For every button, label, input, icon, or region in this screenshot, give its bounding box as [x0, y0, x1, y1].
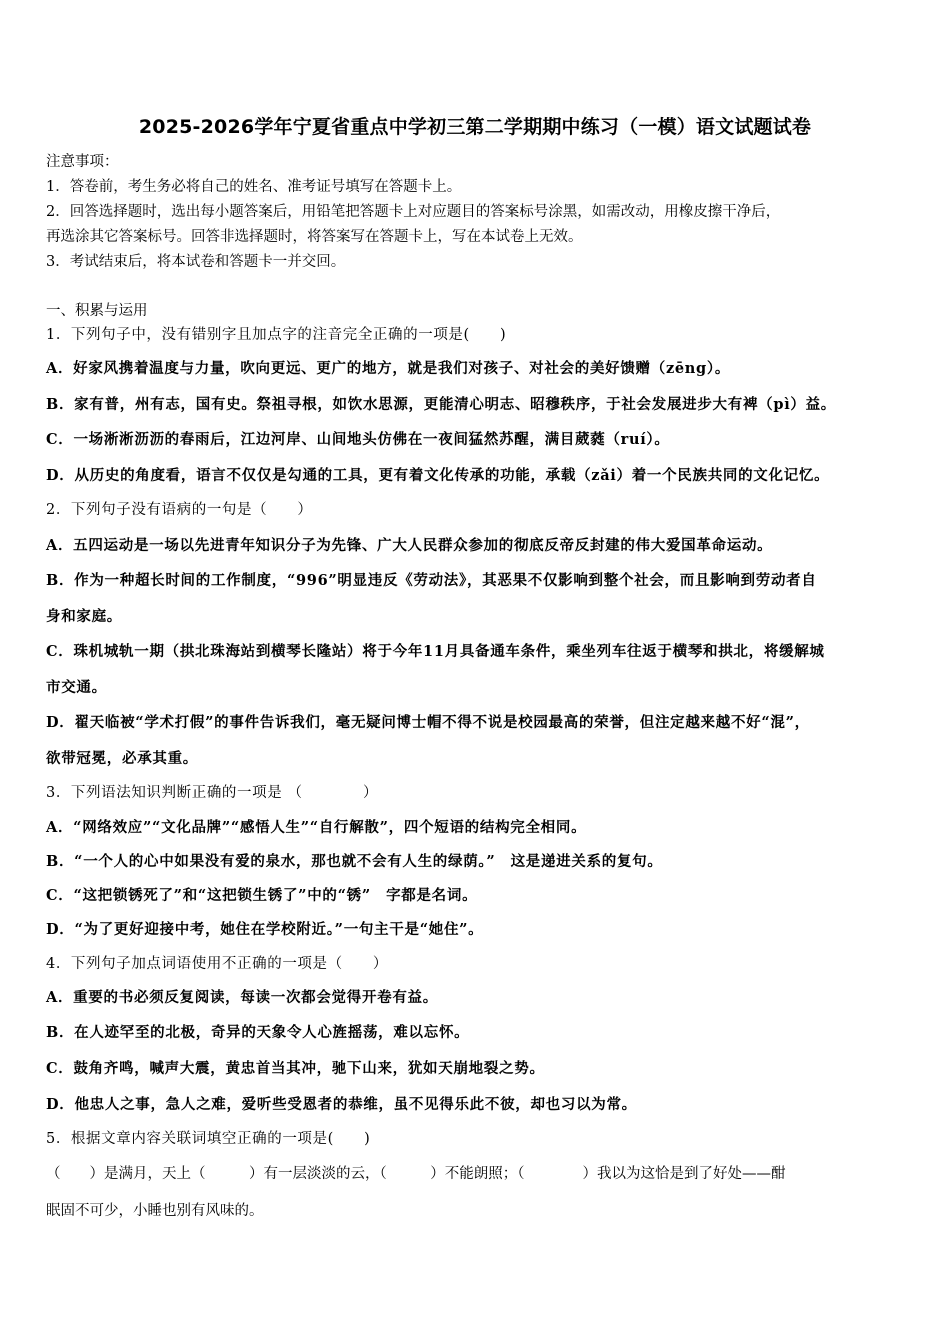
q2-option-d: D．翟天临被“学术打假”的事件告诉我们，毫无疑问博士帽不得不说是校园最高的荣誉，但注定越来越不好“混”，: [46, 714, 810, 731]
q2-stem: 2．下列句子没有语病的一句是（ ）: [46, 502, 313, 518]
q2-option-c: C．珠机城轨一期（拱北珠海站到横琴长隆站）将于今年11月具备通车条件，乘坐列车往返于横琴和拱北，将缓解城: [46, 643, 825, 660]
q1-option-a: A．好家风携着温度与力量，吹向更远、更广的地方，就是我们对孩子、对社会的美好馈赠（zēng）。: [46, 360, 731, 377]
notice-item-1: 1．答卷前，考生务必将自己的姓名、准考证号填写在答题卡上。: [46, 179, 462, 195]
notice-item-2-cont: 再选涂其它答案标号。回答非选择题时，将答案写在答题卡上，写在本试卷上无效。: [46, 229, 583, 245]
q2-option-c-cont: 市交通。: [46, 679, 107, 696]
q5-stem: 5．根据文章内容关联词填空正确的一项是( ): [46, 1131, 371, 1147]
q1-option-c: C．一场淅淅沥沥的春雨后，江边河岸、山间地头仿佛在一夜间猛然苏醒，满目葳蕤（ruí）。: [46, 431, 670, 448]
q5-passage-cont: 眠固不可少，小睡也别有风味的。: [46, 1203, 264, 1219]
q4-option-a: A．重要的书必须反复阅读，每读一次都会觉得开卷有益。: [46, 989, 438, 1006]
q1-stem: 1．下列句子中，没有错别字且加点字的注音完全正确的一项是( ): [46, 327, 507, 343]
notice-item-3: 3．考试结束后，将本试卷和答题卡一并交回。: [46, 254, 346, 270]
q3-option-c: C．“这把锁锈死了”和“这把锁生锈了”中的“锈” 字都是名词。: [46, 887, 478, 904]
notice-item-2: 2．回答选择题时，选出每小题答案后，用铅笔把答题卡上对应题目的答案标号涂黑，如需改动，用橡皮擦干净后，: [46, 204, 781, 220]
q5-passage: （ ）是满月，天上（ ）有一层淡淡的云，（ ）不能朗照；（ ）我以为这恰是到了好处——酣: [46, 1166, 786, 1182]
q2-option-b: B．作为一种超长时间的工作制度，“996”明显违反《劳动法》，其恶果不仅影响到整个社会，而且影响到劳动者自: [46, 572, 817, 589]
q4-option-c: C．鼓角齐鸣，喊声大震，黄忠首当其冲，驰下山来，犹如天崩地裂之势。: [46, 1060, 545, 1077]
q4-option-b: B．在人迹罕至的北极，奇异的天象令人心旌摇荡，难以忘怀。: [46, 1024, 470, 1041]
q2-option-b-cont: 身和家庭。: [46, 608, 122, 625]
q3-stem: 3．下列语法知识判断正确的一项是 （ ）: [46, 785, 379, 801]
q2-option-a: A．五四运动是一场以先进青年知识分子为先锋、广大人民群众参加的彻底反帝反封建的伟大爱国革命运动。: [46, 537, 773, 554]
q1-option-d: D．从历史的角度看，语言不仅仅是勾通的工具，更有着文化传承的功能，承载（zǎi）着一个民族共同的文化记忆。: [46, 467, 830, 484]
page-title: 2025-2026学年宁夏省重点中学初三第二学期期中练习（一模）语文试题试卷: [138, 116, 812, 138]
q3-option-b: B．“一个人的心中如果没有爱的泉水，那也就不会有人生的绿荫。” 这是递进关系的复句。: [46, 853, 663, 870]
q2-option-d-cont: 欲带冠冕，必承其重。: [46, 750, 198, 767]
q4-option-d: D．他忠人之事，急人之难，爱听些受恩者的恭维，虽不见得乐此不彼，却也习以为常。: [46, 1096, 637, 1113]
q4-stem: 4．下列句子加点词语使用不正确的一项是（ ）: [46, 956, 389, 972]
section-heading: 一、积累与运用: [46, 303, 148, 319]
q3-option-d: D．“为了更好迎接中考，她住在学校附近。”一句主干是“她住”。: [46, 921, 484, 938]
q1-option-b: B．家有普，州有志，国有史。祭祖寻根，如饮水思源，更能清心明志、昭穆秩序，于社会发展进步大有裨（pì）益。: [46, 396, 836, 413]
q3-option-a: A．“网络效应”“文化品牌”“感悟人生”“自行解散”，四个短语的结构完全相同。: [46, 819, 587, 836]
notice-heading: 注意事项：: [46, 154, 119, 170]
